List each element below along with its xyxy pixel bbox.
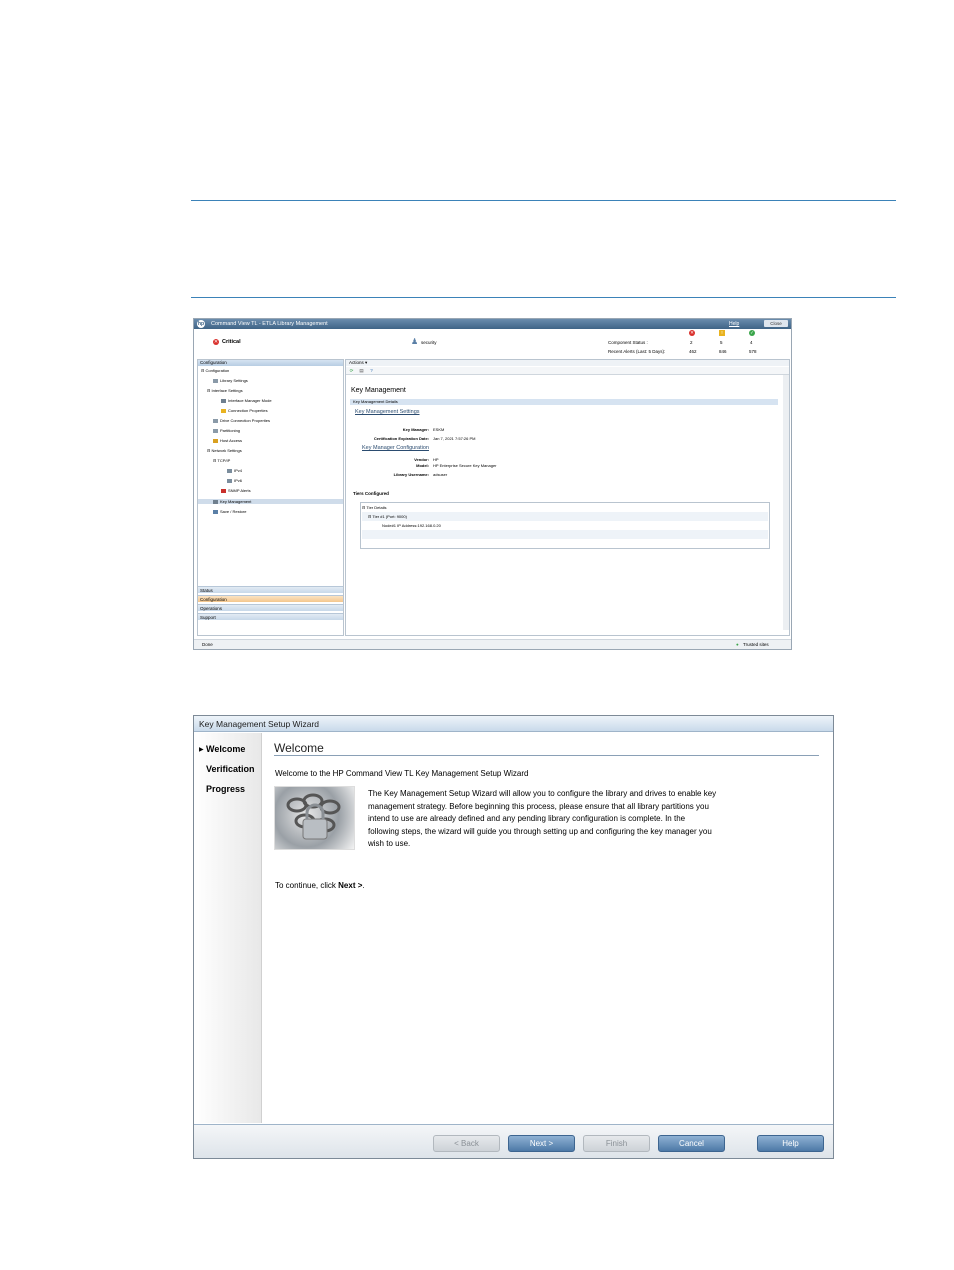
next-button[interactable]: Next > bbox=[508, 1135, 575, 1152]
tree-item-library-settings[interactable]: Library Settings bbox=[213, 378, 248, 383]
vendor-value: HP bbox=[433, 457, 439, 462]
error-icon: ✕ bbox=[690, 330, 694, 335]
tier-details-box bbox=[360, 502, 770, 549]
tree-item-save-restore[interactable]: Save / Restore bbox=[213, 509, 246, 514]
model-label: Model: bbox=[416, 463, 429, 468]
close-button[interactable]: Close bbox=[764, 320, 788, 327]
step-verification: Verification bbox=[206, 764, 255, 774]
chain-lock-image bbox=[274, 786, 355, 850]
gear-icon bbox=[213, 379, 218, 383]
wizard-continue: To continue, click Next >. bbox=[275, 881, 365, 890]
hp-logo-icon: hp bbox=[197, 321, 205, 327]
user-label: security bbox=[421, 340, 437, 345]
step-progress: Progress bbox=[206, 784, 246, 794]
nav-operations[interactable]: Operations bbox=[198, 604, 343, 611]
left-panel-header: Configuration bbox=[198, 360, 343, 366]
tree-item-interface-settings[interactable]: ⊟ Interface Settings bbox=[207, 388, 243, 393]
save-icon bbox=[213, 510, 218, 514]
key-manager-label: Key Manager: bbox=[402, 427, 429, 432]
status-done: Done bbox=[202, 642, 213, 647]
tree-item-network-settings[interactable]: ⊟ Network Settings bbox=[207, 448, 242, 453]
tree-item-configuration[interactable]: ⊟ Configuration bbox=[201, 368, 230, 373]
tier-details-row[interactable]: ⊟ Tier Details bbox=[362, 505, 387, 510]
print-icon[interactable]: ▤ bbox=[359, 368, 364, 373]
key-icon bbox=[213, 500, 218, 504]
lock-icon bbox=[213, 439, 218, 443]
tiers-label: Tiers Configured bbox=[353, 491, 389, 496]
tree-item-drive-connection[interactable]: Drive Connection Properties bbox=[213, 418, 270, 423]
drive-icon bbox=[213, 419, 218, 423]
cvtl-screenshot bbox=[193, 318, 792, 650]
key-manager-value: ESKM bbox=[433, 427, 445, 432]
title-bar bbox=[194, 319, 791, 329]
tree-item-ipv4[interactable]: IPv4 bbox=[227, 468, 242, 473]
actions-menu[interactable]: Actions ▾ bbox=[346, 360, 789, 366]
wizard-body bbox=[274, 733, 824, 1123]
node-row: Node#1 IP Address:192.168.0.20 bbox=[382, 523, 441, 528]
page-title: Key Management bbox=[351, 387, 406, 394]
recent-alerts-label: Recent Alerts (Last: 5 Days): bbox=[608, 349, 666, 354]
step-welcome: Welcome bbox=[206, 744, 246, 754]
toolbar bbox=[346, 367, 789, 375]
wizard-footer bbox=[194, 1124, 833, 1159]
config-header: Key Manager Configuration bbox=[362, 445, 429, 451]
nav-support[interactable]: Support bbox=[198, 613, 343, 620]
component-status-label: Component Status : bbox=[608, 340, 648, 345]
ok-icon: ✓ bbox=[750, 330, 754, 335]
alert-count-warning[interactable]: 846 bbox=[719, 349, 727, 354]
alert-count-error[interactable]: 462 bbox=[689, 349, 697, 354]
details-bar: Key Management Details bbox=[350, 399, 778, 405]
tree-item-connection-properties[interactable]: Connection Properties bbox=[221, 408, 268, 413]
tree-item-tcpip[interactable]: ⊟ TCP/IP bbox=[213, 458, 231, 463]
shield-icon: ● bbox=[736, 642, 739, 647]
critical-icon: ✕ bbox=[213, 339, 219, 345]
component-count-warning[interactable]: 5 bbox=[720, 340, 723, 345]
cancel-button[interactable]: Cancel bbox=[658, 1135, 725, 1152]
help-icon[interactable]: ? bbox=[370, 368, 373, 373]
back-button[interactable]: < Back bbox=[433, 1135, 500, 1152]
tree-item-key-management[interactable]: Key Management bbox=[198, 499, 343, 504]
warning-icon bbox=[221, 409, 226, 413]
bottom-rule bbox=[191, 297, 896, 298]
browser-status-bar bbox=[194, 639, 791, 649]
alert-count-ok[interactable]: 578 bbox=[749, 349, 757, 354]
nav-status[interactable]: Status bbox=[198, 586, 343, 593]
status-zone: Trusted sites bbox=[743, 642, 769, 647]
help-button[interactable]: Help bbox=[757, 1135, 824, 1152]
model-value: HP Enterprise Secure Key Manager bbox=[433, 463, 497, 468]
left-panel bbox=[197, 359, 344, 636]
username-label: Library Username: bbox=[393, 472, 429, 477]
wizard-title: Key Management Setup Wizard bbox=[194, 716, 833, 732]
network-icon bbox=[227, 479, 232, 483]
status-bar bbox=[194, 329, 791, 355]
network-icon bbox=[227, 469, 232, 473]
cert-value: Jan 7, 2021 7:57:26 PM bbox=[433, 436, 476, 441]
component-count-ok[interactable]: 4 bbox=[750, 340, 753, 345]
vertical-scrollbar[interactable] bbox=[783, 375, 789, 630]
settings-header: Key Management Settings bbox=[355, 409, 420, 415]
tree-item-interface-manager-mode[interactable]: Interface Manager Mode bbox=[221, 398, 272, 403]
refresh-icon[interactable]: ⟳ bbox=[349, 368, 354, 373]
pin-icon bbox=[221, 399, 226, 403]
wizard-heading: Welcome bbox=[274, 741, 819, 756]
tree-item-host-access[interactable]: Host Access bbox=[213, 438, 242, 443]
key-management-content bbox=[349, 375, 779, 630]
cert-label: Certification Expiration Date: bbox=[373, 436, 429, 441]
window-title: Command View TL - ETLA Library Management bbox=[211, 321, 328, 327]
tree-item-ipv6[interactable]: IPv6 bbox=[227, 478, 242, 483]
component-count-error[interactable]: 2 bbox=[690, 340, 693, 345]
main-panel bbox=[345, 359, 790, 636]
alert-icon bbox=[221, 489, 226, 493]
help-link[interactable]: Help bbox=[729, 321, 740, 327]
partition-icon bbox=[213, 429, 218, 433]
wizard-steps bbox=[194, 733, 262, 1123]
user-icon: ♟ bbox=[411, 337, 419, 346]
nav-configuration[interactable]: Configuration bbox=[198, 595, 343, 602]
current-step-arrow-icon: ▶ bbox=[199, 747, 204, 753]
wizard-intro: Welcome to the HP Command View TL Key Management Setup Wizard bbox=[275, 769, 529, 778]
empty-row bbox=[362, 530, 768, 539]
warning-icon: ! bbox=[719, 330, 725, 336]
wizard-description: The Key Management Setup Wizard will allow you to configure the library and drives to enable key management strategy. Before beginning this process, please ensure that all library partitions you intend to use are already defined and any pending library configuration is complete. In the following steps, the wizard will guide you through setting up and configuring the key manager you wish to use. bbox=[368, 789, 717, 849]
top-rule bbox=[191, 200, 896, 201]
tree-item-partitioning[interactable]: Partitioning bbox=[213, 428, 240, 433]
username-value: adsuser bbox=[433, 472, 448, 477]
tree-item-snmp-alerts[interactable]: SNMP Alerts bbox=[221, 488, 251, 493]
wizard-window bbox=[193, 715, 834, 1159]
finish-button[interactable]: Finish bbox=[583, 1135, 650, 1152]
critical-status: Critical bbox=[222, 339, 241, 345]
vendor-label: Vendor: bbox=[414, 457, 429, 462]
tier-1-row[interactable]: ⊟ Tier #1 (Port: 9000) bbox=[362, 512, 768, 521]
